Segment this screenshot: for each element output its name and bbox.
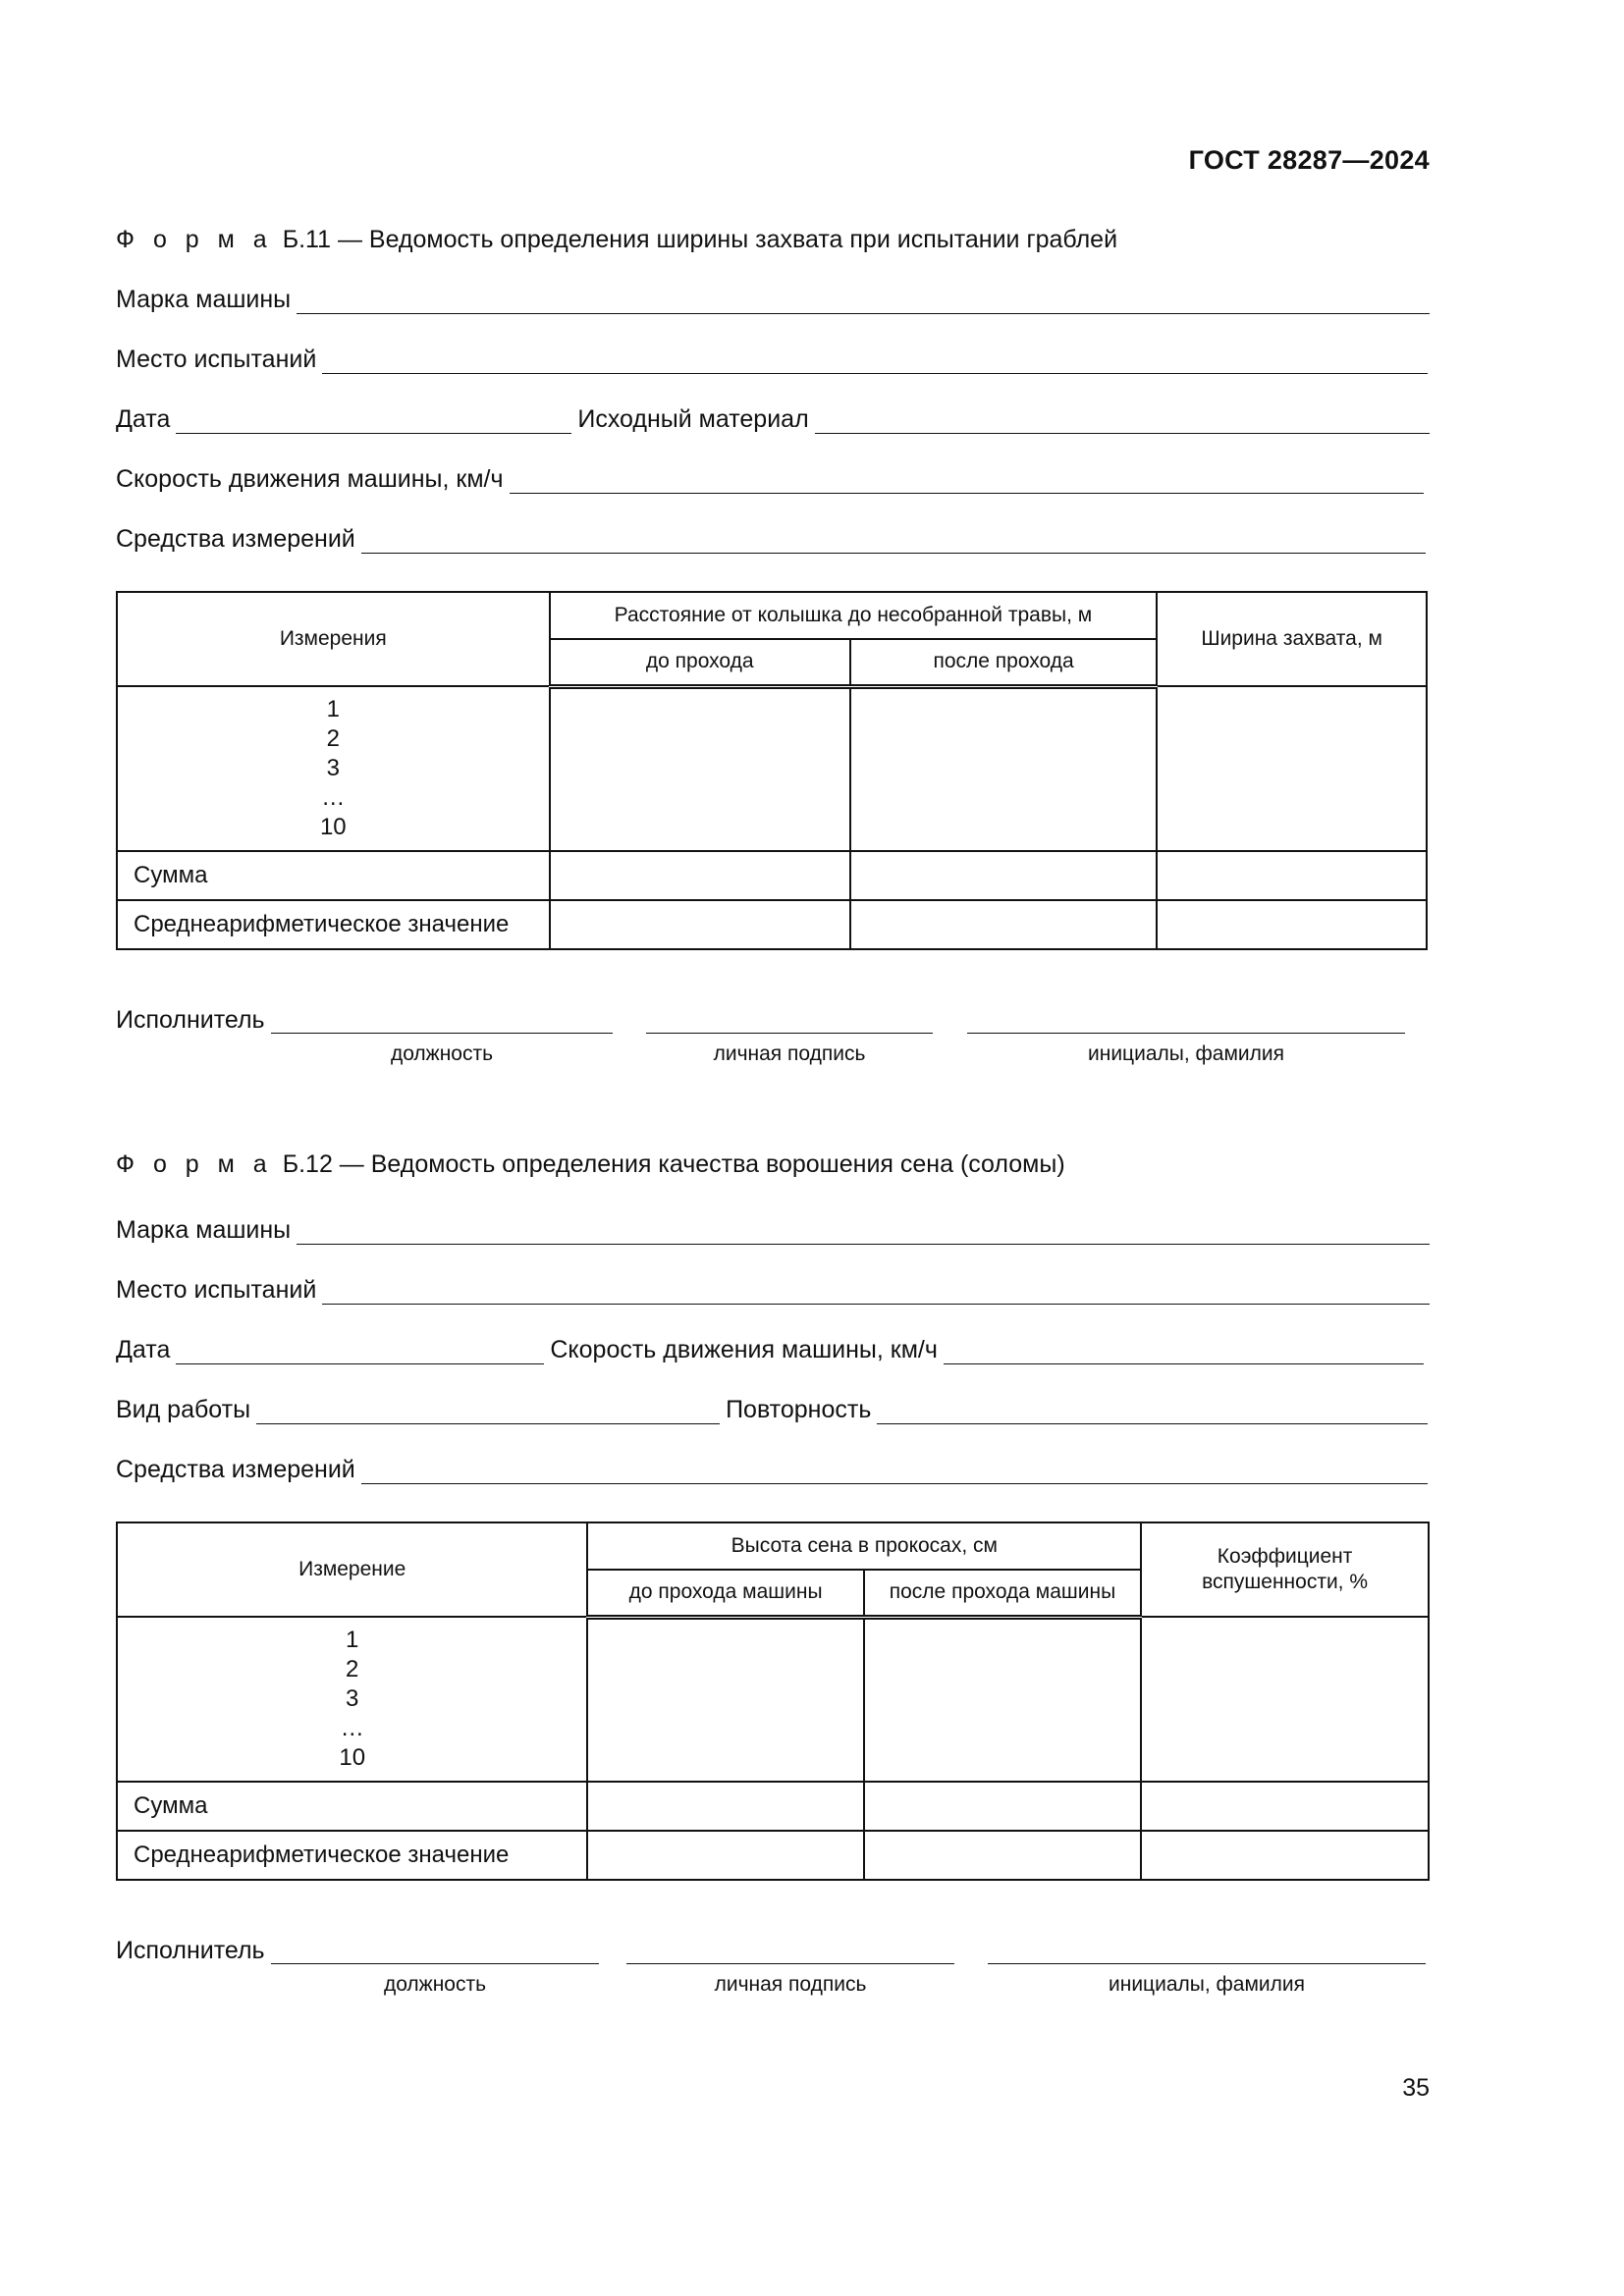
form12-caption bbox=[116, 1150, 1065, 1179]
date-input-line[interactable] bbox=[176, 405, 571, 434]
form12-field-work-repetition bbox=[116, 1395, 1430, 1424]
personal-signature-line[interactable] bbox=[646, 1033, 933, 1034]
position-caption: должность bbox=[383, 1973, 487, 1996]
cell-sum-before[interactable] bbox=[587, 1782, 863, 1831]
row-number: 2 bbox=[326, 725, 340, 752]
speed-input-line[interactable] bbox=[510, 465, 1425, 494]
personal-signature-caption: личная подпись bbox=[713, 1042, 866, 1065]
cell-mean-coefficient[interactable] bbox=[1141, 1831, 1429, 1880]
cell-sum-after[interactable] bbox=[850, 851, 1157, 900]
cell-after[interactable] bbox=[850, 686, 1157, 851]
table-row bbox=[117, 900, 1427, 949]
row-number: … bbox=[321, 784, 346, 811]
row-number: 3 bbox=[346, 1685, 359, 1712]
measurement-numbers bbox=[117, 1617, 587, 1782]
field-label: Средства измерений bbox=[116, 1456, 355, 1483]
personal-signature-caption: личная подпись bbox=[714, 1973, 867, 1996]
name-caption: инициалы, фамилия bbox=[1109, 1973, 1305, 1996]
table-header-row bbox=[117, 592, 1427, 639]
signature-label: Исполнитель bbox=[116, 1006, 265, 1034]
date-input-line[interactable] bbox=[176, 1336, 544, 1364]
instruments-input-line[interactable] bbox=[361, 1456, 1428, 1484]
table-row bbox=[117, 1831, 1429, 1880]
row-number: … bbox=[340, 1715, 364, 1741]
form11-signature bbox=[116, 1005, 1430, 1064]
field-label: Вид работы bbox=[116, 1396, 251, 1423]
form12-field-machine-brand bbox=[116, 1215, 1430, 1245]
header-measurement: Измерение bbox=[117, 1522, 587, 1617]
cell-sum-after[interactable] bbox=[864, 1782, 1141, 1831]
speed-input-line[interactable] bbox=[944, 1336, 1424, 1364]
row-number: 2 bbox=[346, 1656, 359, 1682]
position-caption: должность bbox=[390, 1042, 494, 1065]
row-number: 1 bbox=[326, 696, 340, 722]
header-after: после прохода машины bbox=[864, 1570, 1141, 1617]
header-width: Ширина захвата, м bbox=[1157, 592, 1427, 686]
form12-caption-text: Б.12 — Ведомость определения качества ворошения сена (соломы) bbox=[282, 1150, 1065, 1178]
field-label: Повторность bbox=[726, 1396, 872, 1423]
row-mean-label: Среднеарифметическое значение bbox=[117, 1831, 587, 1880]
form11-field-machine-brand bbox=[116, 285, 1430, 314]
header-after: после прохода bbox=[850, 639, 1157, 686]
field-label: Марка машины bbox=[116, 1216, 292, 1244]
row-sum-label: Сумма bbox=[117, 851, 550, 900]
table-row bbox=[117, 686, 1427, 851]
row-mean-label: Среднеарифметическое значение bbox=[117, 900, 550, 949]
table-header-row bbox=[117, 1522, 1429, 1570]
header-before: до прохода машины bbox=[587, 1570, 863, 1617]
machine-brand-input-line[interactable] bbox=[297, 286, 1430, 314]
table-row bbox=[117, 1782, 1429, 1831]
form11-table bbox=[116, 591, 1428, 950]
form11-field-instruments bbox=[116, 524, 1430, 554]
measurement-numbers bbox=[117, 686, 550, 851]
field-label: Марка машины bbox=[116, 286, 292, 313]
header-coefficient: Коэффициент вспушенности, % bbox=[1141, 1522, 1429, 1617]
page-number: 35 bbox=[1402, 2074, 1430, 2102]
form12-field-test-place bbox=[116, 1275, 1430, 1305]
form11-field-test-place bbox=[116, 345, 1430, 374]
machine-brand-input-line[interactable] bbox=[297, 1216, 1430, 1245]
cell-mean-after[interactable] bbox=[864, 1831, 1141, 1880]
row-number: 3 bbox=[326, 755, 340, 781]
cell-mean-before[interactable] bbox=[587, 1831, 863, 1880]
header-measurements: Измерения bbox=[117, 592, 550, 686]
source-material-input-line[interactable] bbox=[815, 405, 1430, 434]
cell-before[interactable] bbox=[587, 1617, 863, 1782]
form11-caption-text: Б.11 — Ведомость определения ширины захвата при испытании граблей bbox=[282, 226, 1118, 253]
cell-mean-after[interactable] bbox=[850, 900, 1157, 949]
header-height-group: Высота сена в прокосах, см bbox=[587, 1522, 1141, 1570]
cell-mean-before[interactable] bbox=[550, 900, 850, 949]
field-label: Дата bbox=[116, 1336, 171, 1363]
cell-sum-width[interactable] bbox=[1157, 851, 1427, 900]
table-row bbox=[117, 851, 1427, 900]
work-type-input-line[interactable] bbox=[256, 1396, 720, 1424]
test-place-input-line[interactable] bbox=[322, 1276, 1430, 1305]
cell-sum-before[interactable] bbox=[550, 851, 850, 900]
cell-mean-width[interactable] bbox=[1157, 900, 1427, 949]
repetition-input-line[interactable] bbox=[877, 1396, 1428, 1424]
field-label: Скорость движения машины, км/ч bbox=[116, 465, 504, 493]
form12-table bbox=[116, 1522, 1430, 1881]
form12-caption-prefix: Ф о р м а bbox=[116, 1150, 273, 1178]
form11-field-date-material bbox=[116, 404, 1430, 434]
row-sum-label: Сумма bbox=[117, 1782, 587, 1831]
field-label: Скорость движения машины, км/ч bbox=[550, 1336, 938, 1363]
cell-width[interactable] bbox=[1157, 686, 1427, 851]
cell-after[interactable] bbox=[864, 1617, 1141, 1782]
field-label: Место испытаний bbox=[116, 1276, 317, 1304]
header-before: до прохода bbox=[550, 639, 850, 686]
field-label: Дата bbox=[116, 405, 171, 433]
personal-signature-line[interactable] bbox=[626, 1963, 954, 1964]
form11-caption bbox=[116, 226, 1117, 254]
row-number: 1 bbox=[346, 1627, 359, 1653]
header-distance-group: Расстояние от колышка до несобранной травы, м bbox=[550, 592, 1158, 639]
form12-signature bbox=[116, 1936, 1430, 1995]
field-label: Место испытаний bbox=[116, 346, 317, 373]
name-line[interactable] bbox=[967, 1033, 1405, 1034]
form12-field-instruments bbox=[116, 1455, 1430, 1484]
row-number: 10 bbox=[319, 814, 347, 840]
form12-field-date-speed bbox=[116, 1335, 1430, 1364]
document-code: ГОСТ 28287—2024 bbox=[1188, 145, 1430, 175]
field-label: Средства измерений bbox=[116, 525, 355, 553]
cell-coefficient[interactable] bbox=[1141, 1617, 1429, 1782]
row-number: 10 bbox=[339, 1744, 366, 1771]
name-caption: инициалы, фамилия bbox=[1088, 1042, 1284, 1065]
field-label: Исходный материал bbox=[577, 405, 809, 433]
table-row bbox=[117, 1617, 1429, 1782]
form11-field-speed bbox=[116, 464, 1430, 494]
position-line[interactable] bbox=[271, 1033, 613, 1034]
test-place-input-line[interactable] bbox=[322, 346, 1428, 374]
cell-sum-coefficient[interactable] bbox=[1141, 1782, 1429, 1831]
signature-label: Исполнитель bbox=[116, 1937, 265, 1964]
form11-caption-prefix: Ф о р м а bbox=[116, 226, 273, 253]
name-line[interactable] bbox=[988, 1963, 1426, 1964]
cell-before[interactable] bbox=[550, 686, 850, 851]
instruments-input-line[interactable] bbox=[361, 525, 1426, 554]
position-line[interactable] bbox=[271, 1963, 599, 1964]
